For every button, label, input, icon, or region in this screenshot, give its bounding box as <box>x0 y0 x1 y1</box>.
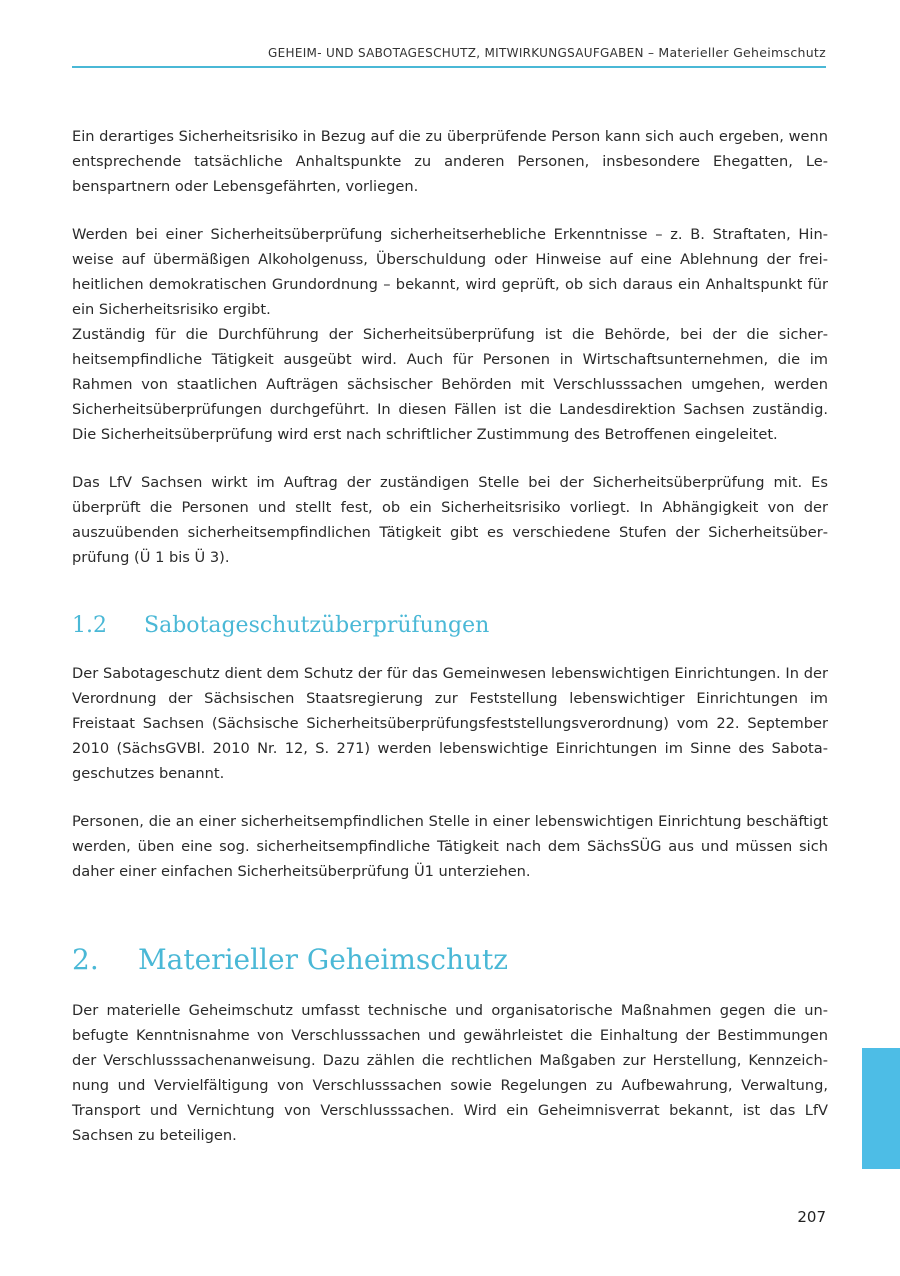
paragraph: Ein derartiges Sicherheitsrisiko in Bezug auf die zu überprüfende Person kann sich auch ergeben, wenn entsprechende tatsächliche Anhaltspunkte zu anderen Personen, insbesondere Ehegatten, Lebenspartnern oder Lebensgefährten, vorliegen. <box>72 128 828 195</box>
chapter-title: Materieller Geheimschutz <box>138 943 509 976</box>
paragraph: Zuständig für die Durchführung der Sicherheitsüberprüfung ist die Behörde, bei der die sicherheitsempfindliche Tätigkeit ausgeübt wird. Auch für Personen in Wirtschaftsunternehmen, die im Rahmen von staatlichen Aufträgen sächsischer Behörden mit Verschlusssachen umgehen, werden Sicherheitsüberprüfungen durchgeführt. In diesen Fällen ist die Landesdirektion Sachsen zuständig. Die Sicherheitsüberprüfung wird erst nach schriftlicher Zustimmung des Betroffenen eingeleitet. <box>72 326 828 443</box>
paragraph: Der materielle Geheimschutz umfasst technische und organisatorische Maßnahmen gegen die unbefugte Kenntnisnahme von Verschlusssachen und gewährleistet die Einhaltung der Bestimmungen der Verschlusssachenanweisung. Dazu zählen die rechtlichen Maßgaben zur Herstellung, Kennzeichnung und Vervielfältigung von Verschlusssachen sowie Regelungen zu Aufbewahrung, Verwaltung, Transport und Vernichtung von Verschlusssachen. Wird ein Geheimnisverrat bekannt, ist das LfV Sachsen zu beteiligen. <box>72 1002 828 1144</box>
paragraph: Der Sabotageschutz dient dem Schutz der für das Gemeinwesen lebenswichtigen Einrichtungen. In der Verordnung der Sächsischen Staatsregierung zur Feststellung lebenswichtiger Einrichtungen im Freistaat Sachsen (Sächsische Sicherheitsüberprüfungsfeststellungsverordnung) vom 22. September 2010 (SächsGVBl. 2010 Nr. 12, S. 271) werden lebenswichtige Einrichtungen im Sinne des Sabotageschutzes benannt. <box>72 665 828 782</box>
page-number: 207 <box>797 1208 826 1226</box>
paragraph: Personen, die an einer sicherheitsempfindlichen Stelle in einer lebenswichtigen Einrichtung beschäftigt werden, üben eine sog. sicherheitsempfindliche Tätigkeit nach dem SächsSÜG aus und müssen sich daher einer einfachen Sicherheitsüberprüfung Ü1 unterziehen. <box>72 813 828 880</box>
header-separator: – <box>643 46 659 60</box>
chapter-heading-2 <box>72 940 828 980</box>
paragraph: Das LfV Sachsen wirkt im Auftrag der zuständigen Stelle bei der Sicherheitsüberprüfung mit. Es überprüft die Personen und stellt fest, ob ein Sicherheitsrisiko vorliegt. In Abhängigkeit von der auszuübenden sicherheitsempfindlichen Tätigkeit gibt es verschiedene Stufen der Sicherheitsüberprüfung (Ü 1 bis Ü 3). <box>72 474 828 566</box>
chapter-side-tab <box>862 1048 900 1169</box>
section-number: 1.2 <box>72 613 107 638</box>
page-body <box>72 124 828 1171</box>
chapter-number: 2. <box>72 943 99 976</box>
section-title: Sabotageschutzüberprüfungen <box>144 613 490 638</box>
running-title: GEHEIM- UND SABOTAGESCHUTZ, MITWIRKUNGSAUFGABEN <box>268 46 644 60</box>
paragraph: Werden bei einer Sicherheitsüberprüfung sicherheitserhebliche Erkenntnisse – z. B. Straftaten, Hinweise auf übermäßigen Alkoholgenuss, Überschuldung oder Hinweise auf eine Ablehnung der freiheitlichen demokratischen Grundordnung – bekannt, wird geprüft, ob sich daraus ein Anhaltspunkt für ein Sicherheitsrisiko ergibt. <box>72 226 828 318</box>
running-section: Materieller Geheimschutz <box>658 45 826 60</box>
running-header <box>72 44 826 68</box>
section-heading-1-2 <box>72 610 828 642</box>
